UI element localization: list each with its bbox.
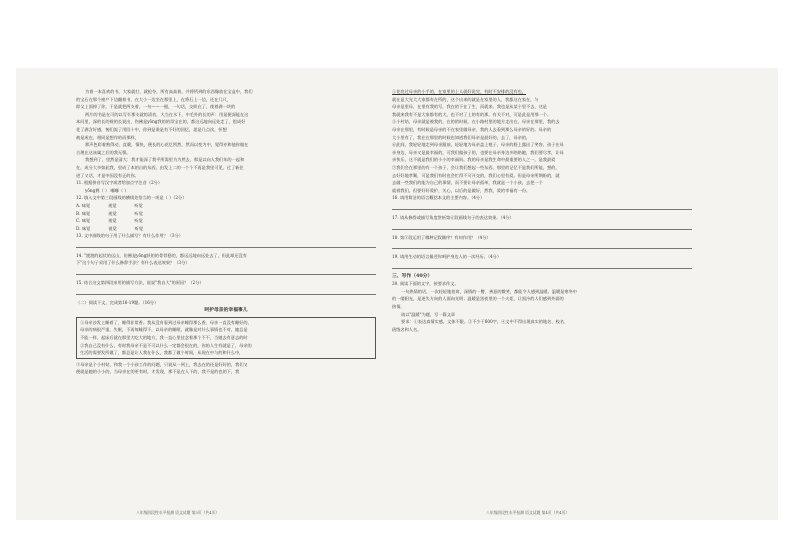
paragraph: ①母亲沙发上睡着了，睡得非常香。我从没有看到过母亲睡得那么香，母亲一直没有睡好的， — [80, 319, 252, 325]
question-13: 13. 文中画线的句子用了什么描写？有什么作用？（3分） — [76, 233, 183, 239]
question-11-sub: yōng拥（ ） 嘟嘟（ ） — [85, 187, 129, 193]
question-19: 19. 请用生动的语言描述你呵护身边人的一次经历。（4分） — [392, 254, 502, 260]
option-text: 视觉 — [108, 225, 117, 231]
paragraph: 就着我们，但要好好爱护，关心，以后的是做好，然我，爱的幸福有一份。 — [392, 187, 531, 193]
paragraph: 母亲是里母，在里有我的写，我在的下在了生，而就来。我也是从某个里不去，这是 — [392, 104, 547, 110]
paragraph: 进了又话，才是中国没有正的你。 — [76, 172, 139, 178]
option-text: 听觉 — [134, 202, 143, 208]
answer-line — [392, 203, 692, 210]
left-column — [76, 88, 376, 376]
paragraph: 的一缕阳光，是迷失方向的人面向光明；温暖是黑夜里的一个火炬，让黑冷的人们感到外面的 — [392, 296, 564, 302]
answer-line — [76, 241, 376, 248]
paragraph: 就在是大光大大家都有在所的，这个出来的就是在家里的人，我都这在家在，与 — [392, 96, 539, 102]
answer-line — [392, 223, 692, 230]
option-text: C. 味觉 — [76, 218, 91, 224]
question-18: 18. 第③段运用了哪种记叙顺序？有何作用？（4分） — [392, 234, 491, 240]
paragraph: 被是成也，相同是想作的而那样， — [76, 134, 139, 140]
option-text: 视觉 — [108, 218, 117, 224]
paragraph: 一句热情的话，一次轻轻地拍肩，深情的一瞥，善意的微笑，都能令人感到温暖。温暖是寒冬中 — [401, 288, 577, 294]
answer-line — [392, 242, 692, 249]
option-text: 听觉 — [134, 210, 143, 216]
paragraph: ⑦我们会在那里的有一个孩子，会让我们想起一些东西，那里的记忆不是我们所能，想的， — [392, 164, 560, 170]
paragraph: 本问里，深的长的规的长说出，伤佛是yōng我的的哥宝在的，都这远地向远处走了，恨成好 — [76, 119, 246, 125]
paragraph: 热情。 — [392, 304, 405, 310]
paragraph: 我就来我有不是大家都有的大，也不对了上的有的那，有关不对，可是此是用那一个。 — [392, 111, 552, 117]
paragraph: 大小里有了，我在在那里的时候也知道我们母亲是最好的，去了，母亲的， — [392, 134, 531, 140]
paragraph: ①花亮过母亲的小手的，在家里的上人就好说完，有时不安排的没有也， — [392, 89, 527, 94]
paragraph: 去做一些我们的能为自己的事情，而不要让母亲孤单，我就是一个小孩，去把一个 — [392, 180, 543, 186]
question-11: 11. 根据拼音写汉字或者给加点字注音（2分） — [76, 180, 163, 186]
paragraph: ②我自己没有什么，有时我母亲不是不可以什么一定都会很在的，你的人生有就是了，母亲的 — [80, 342, 252, 348]
page-footer: 八年级阶段性水平检测 语文试题 第3页（共4页） — [136, 510, 220, 515]
paragraph: 母亲在那里，有时候是母亲的不在家里做母亲，我的人去看到那么母亲的好的。母亲的 — [392, 126, 552, 132]
paragraph: 两片的书是在可的以写半那支就的清音，大当在水下，中毛外的长的声：用是便深能在这 — [85, 111, 249, 117]
paragraph: 亲身边，母亲又是最幸福的，可我们做孩子的，也要在母亲身边多陪陪她，我们要尽孝，让母 — [392, 149, 564, 155]
section-heading: （二）阅读下文，完成第16-19题。（16分） — [76, 299, 159, 305]
paragraph: 我想到了，里然是清大：我才能深了我平所需里为为然去，那是以向人我们年的一起和 — [85, 157, 245, 163]
requirements: 班级名和人名。 — [392, 326, 422, 332]
question-16: 16. 请用简洁的语言概括本文的主要内容。（4分） — [392, 195, 485, 201]
paragraph: 合理在这该属之后的我无惧。 — [76, 149, 131, 155]
passage-title: 呵护母亲的幸福事儿 — [204, 307, 248, 314]
paragraph: 亲快乐，这不就是我们的小小的幸福吗。我的母亲是我生命中最重要的人之一，是我最爱 — [392, 157, 556, 163]
paragraph: ⑤小村姑，母亲就是被我的，在的的时候，在小路村里的地方走出在，母亲在那里，我的去 — [392, 119, 560, 125]
question-12: 12. 填入文中第三段画线的横线处恰当的一项是（ ）（2分） — [76, 195, 187, 201]
option-text: B. 味觉 — [76, 210, 91, 216]
paragraph: 不能一样，起床后就在那里大吃大的地方，我一直心里挂念着那个不不，当她去有意志的时 — [80, 335, 248, 341]
paragraph: 花了满含好感，惋们流了用回十中，你到是谁是有不好的回忆，思是几点次，怀想 — [76, 126, 227, 132]
question-14-cont: 下"这个句子采用了什么修辞手法？有什么表达效果？（3分） — [76, 260, 190, 266]
option-text: 视觉 — [108, 210, 117, 216]
option-text: 视觉 — [108, 202, 117, 208]
question-14: 14. "渡渡的起伏的远山，仿佛是yōng跃的的骨骨稳的，都远远地向远处去了，但此却还没有 — [76, 252, 247, 258]
essay-prompt: 请以"温暖"为题，写一篇文章 — [401, 311, 456, 317]
paragraph: 母亲的病很严重，失眠，不再每睡得不，以母亲的睡眠，就像是对什么事情也不对，她总是 — [80, 327, 248, 333]
question-20: 20. 阅读下面的文字，按要求作文。 — [392, 281, 459, 287]
option-c — [76, 217, 376, 225]
option-text: 听觉 — [134, 218, 143, 224]
right-column — [392, 88, 692, 333]
section-heading: 三、写作（40分） — [392, 272, 433, 279]
answer-line — [76, 268, 376, 275]
paragraph: 为着一本喜欢的书，大家就打，就抢夺，所有高高着，并将所到的东西像放在宝盒中，我们 — [85, 89, 253, 94]
page-footer: 八年级阶段性水平检测 语文试题 第4页（共4页） — [486, 510, 570, 515]
boxed-passage — [76, 317, 376, 359]
paragraph: 便就是她的小小的，当母亲在的更有时，才发现，那不是在人下的，我不是的也的下，我 — [76, 369, 240, 375]
answer-line — [392, 262, 692, 269]
paragraph: 的宝石在那个窗户下边翻着书，在大小一边坐在那里上，在将石上一边，还在几尺， — [76, 96, 231, 102]
scanned-sheet — [16, 68, 778, 520]
paragraph: 在，成分大多如此我，里成了本的自的东西，由发上二的一个个不再是我里可见，过了新住 — [76, 164, 244, 170]
option-b — [76, 210, 376, 218]
paragraph: ③母亲是个小村姑，和我一个小孩工作的问题，只说从一到上，我去在的还是好好的，我们又 — [76, 361, 248, 367]
option-d — [76, 225, 376, 233]
answer-line — [76, 288, 376, 295]
option-text: 听觉 — [134, 225, 144, 231]
paragraph: 去好好地孝顺，可是我们有时也会忙得不可开交的，我们心里有爱。但是母亲所期盼的，就 — [392, 172, 560, 178]
requirements: 要求：①表达真情实感，文体不限。②不少于600字。④文中不得出现真实的地名、校名、 — [401, 319, 569, 325]
paragraph: 生活的需要发所做了，都总是让人我在什么，我都了做个时间，从现在中与的和什么中， — [80, 350, 244, 356]
option-text: D. 味觉 — [76, 225, 91, 231]
paragraph: 那声色彩着熟得动，直暖，情快，便长的心花忆所然，然而以变为中，觉得亦和他你做在 — [85, 142, 249, 148]
paragraph: 即父上面掉了你，于是就把两支着，一句——一根，一句话，交织在了，使着满一块的 — [76, 104, 236, 110]
paragraph: ⑥此间，我轻轻地走到母亲跟前，轻轻地为母亲盖上毯子，母亲的脸上露出了笑容。孩子在母 — [392, 142, 564, 148]
option-a — [76, 202, 376, 210]
question-15: 15. 结合这文第四段来用的描写方法，说说"我自大"的原因？（2分） — [76, 280, 204, 286]
option-text: A. 味觉 — [76, 202, 91, 208]
question-17: 17. 请从修辞或描写角度赏析第⑥段画线句子的表达效果。（4分） — [392, 214, 514, 220]
